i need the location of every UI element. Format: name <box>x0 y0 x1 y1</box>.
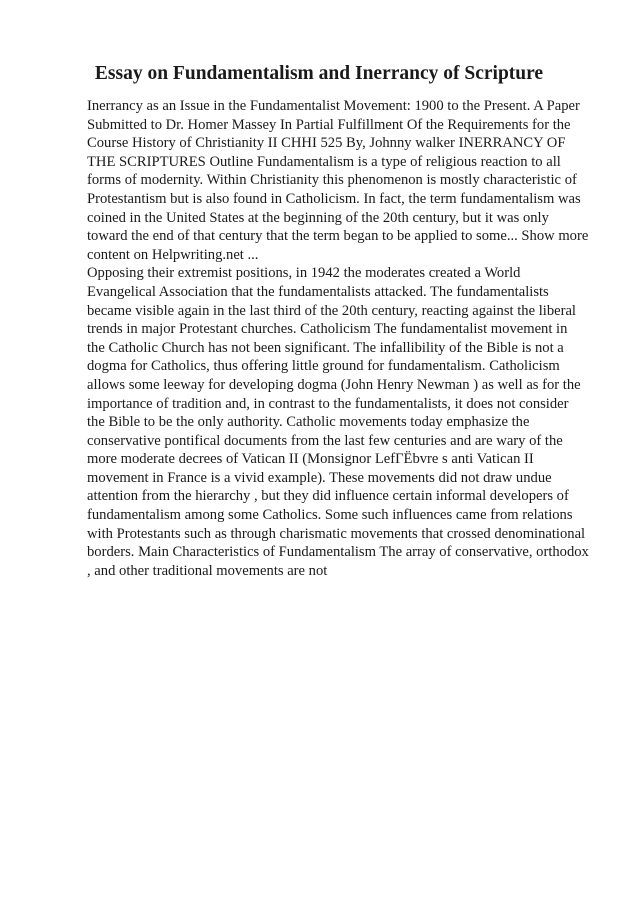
body-line: Submitted to Dr. Homer Massey In Partial Fulfillment Of the Requirements for the <box>87 116 571 133</box>
body-line: dogma for Catholics, thus offering little ground for fundamentalism. Catholicism <box>87 358 560 375</box>
document-body <box>87 97 607 580</box>
body-line: importance of tradition and, in contrast to the fundamentalists, it does not consider <box>87 395 569 412</box>
body-line: trends in major Protestant churches. Catholicism The fundamentalist movement in <box>87 321 568 338</box>
body-line: content on Helpwriting.net ... <box>87 246 259 263</box>
body-line: , and other traditional movements are not <box>87 562 328 579</box>
body-line: fundamentalism among some Catholics. Some such influences came from relations <box>87 507 573 524</box>
body-line: Opposing their extremist positions, in 1942 the moderates created a World <box>87 265 521 282</box>
body-line: conservative pontifical documents from the last few centuries and are wary of the <box>87 432 563 449</box>
body-line: coined in the United States at the beginning of the 20th century, but it was only <box>87 209 549 226</box>
body-line: toward the end of that century that the term began to be applied to some... Show more <box>87 228 589 245</box>
body-line: the Catholic Church has not been significant. The infallibility of the Bible is not a <box>87 339 564 356</box>
body-line: Course History of Christianity II CHHI 525 By, Johnny walker INERRANCY OF <box>87 135 566 152</box>
body-line: the Bible to be the only authority. Catholic movements today emphasize the <box>87 414 530 431</box>
body-line: THE SCRIPTURES Outline Fundamentalism is a type of religious reaction to all <box>87 153 561 170</box>
body-line: Inerrancy as an Issue in the Fundamentalist Movement: 1900 to the Present. A Paper <box>87 98 580 114</box>
body-line: attention from the hierarchy , but they did influence certain informal developers of <box>87 488 569 505</box>
body-line: became visible again in the last third of the 20th century, reacting against the liberal <box>87 302 576 319</box>
document-title: Essay on Fundamentalism and Inerrancy of Scripture <box>94 63 544 84</box>
body-line: movement in France is a vivid example). These movements did not draw undue <box>87 469 552 486</box>
body-line: borders. Main Characteristics of Fundamentalism The array of conservative, orthodox <box>87 544 589 561</box>
body-line: more moderate decrees of Vatican II (Monsignor LefГËbvre s anti Vatican II <box>87 451 534 468</box>
body-line: Protestantism but is also found in Catholicism. In fact, the term fundamentalism was <box>87 190 581 207</box>
body-line: Evangelical Association that the fundamentalists attacked. The fundamentalists <box>87 283 549 300</box>
body-line: forms of modernity. Within Christianity this phenomenon is mostly characteristic of <box>87 172 577 189</box>
body-line: with Protestants such as through charismatic movements that crossed denominational <box>87 525 586 542</box>
body-line: allows some leeway for developing dogma (John Henry Newman ) as well as for the <box>87 376 581 393</box>
